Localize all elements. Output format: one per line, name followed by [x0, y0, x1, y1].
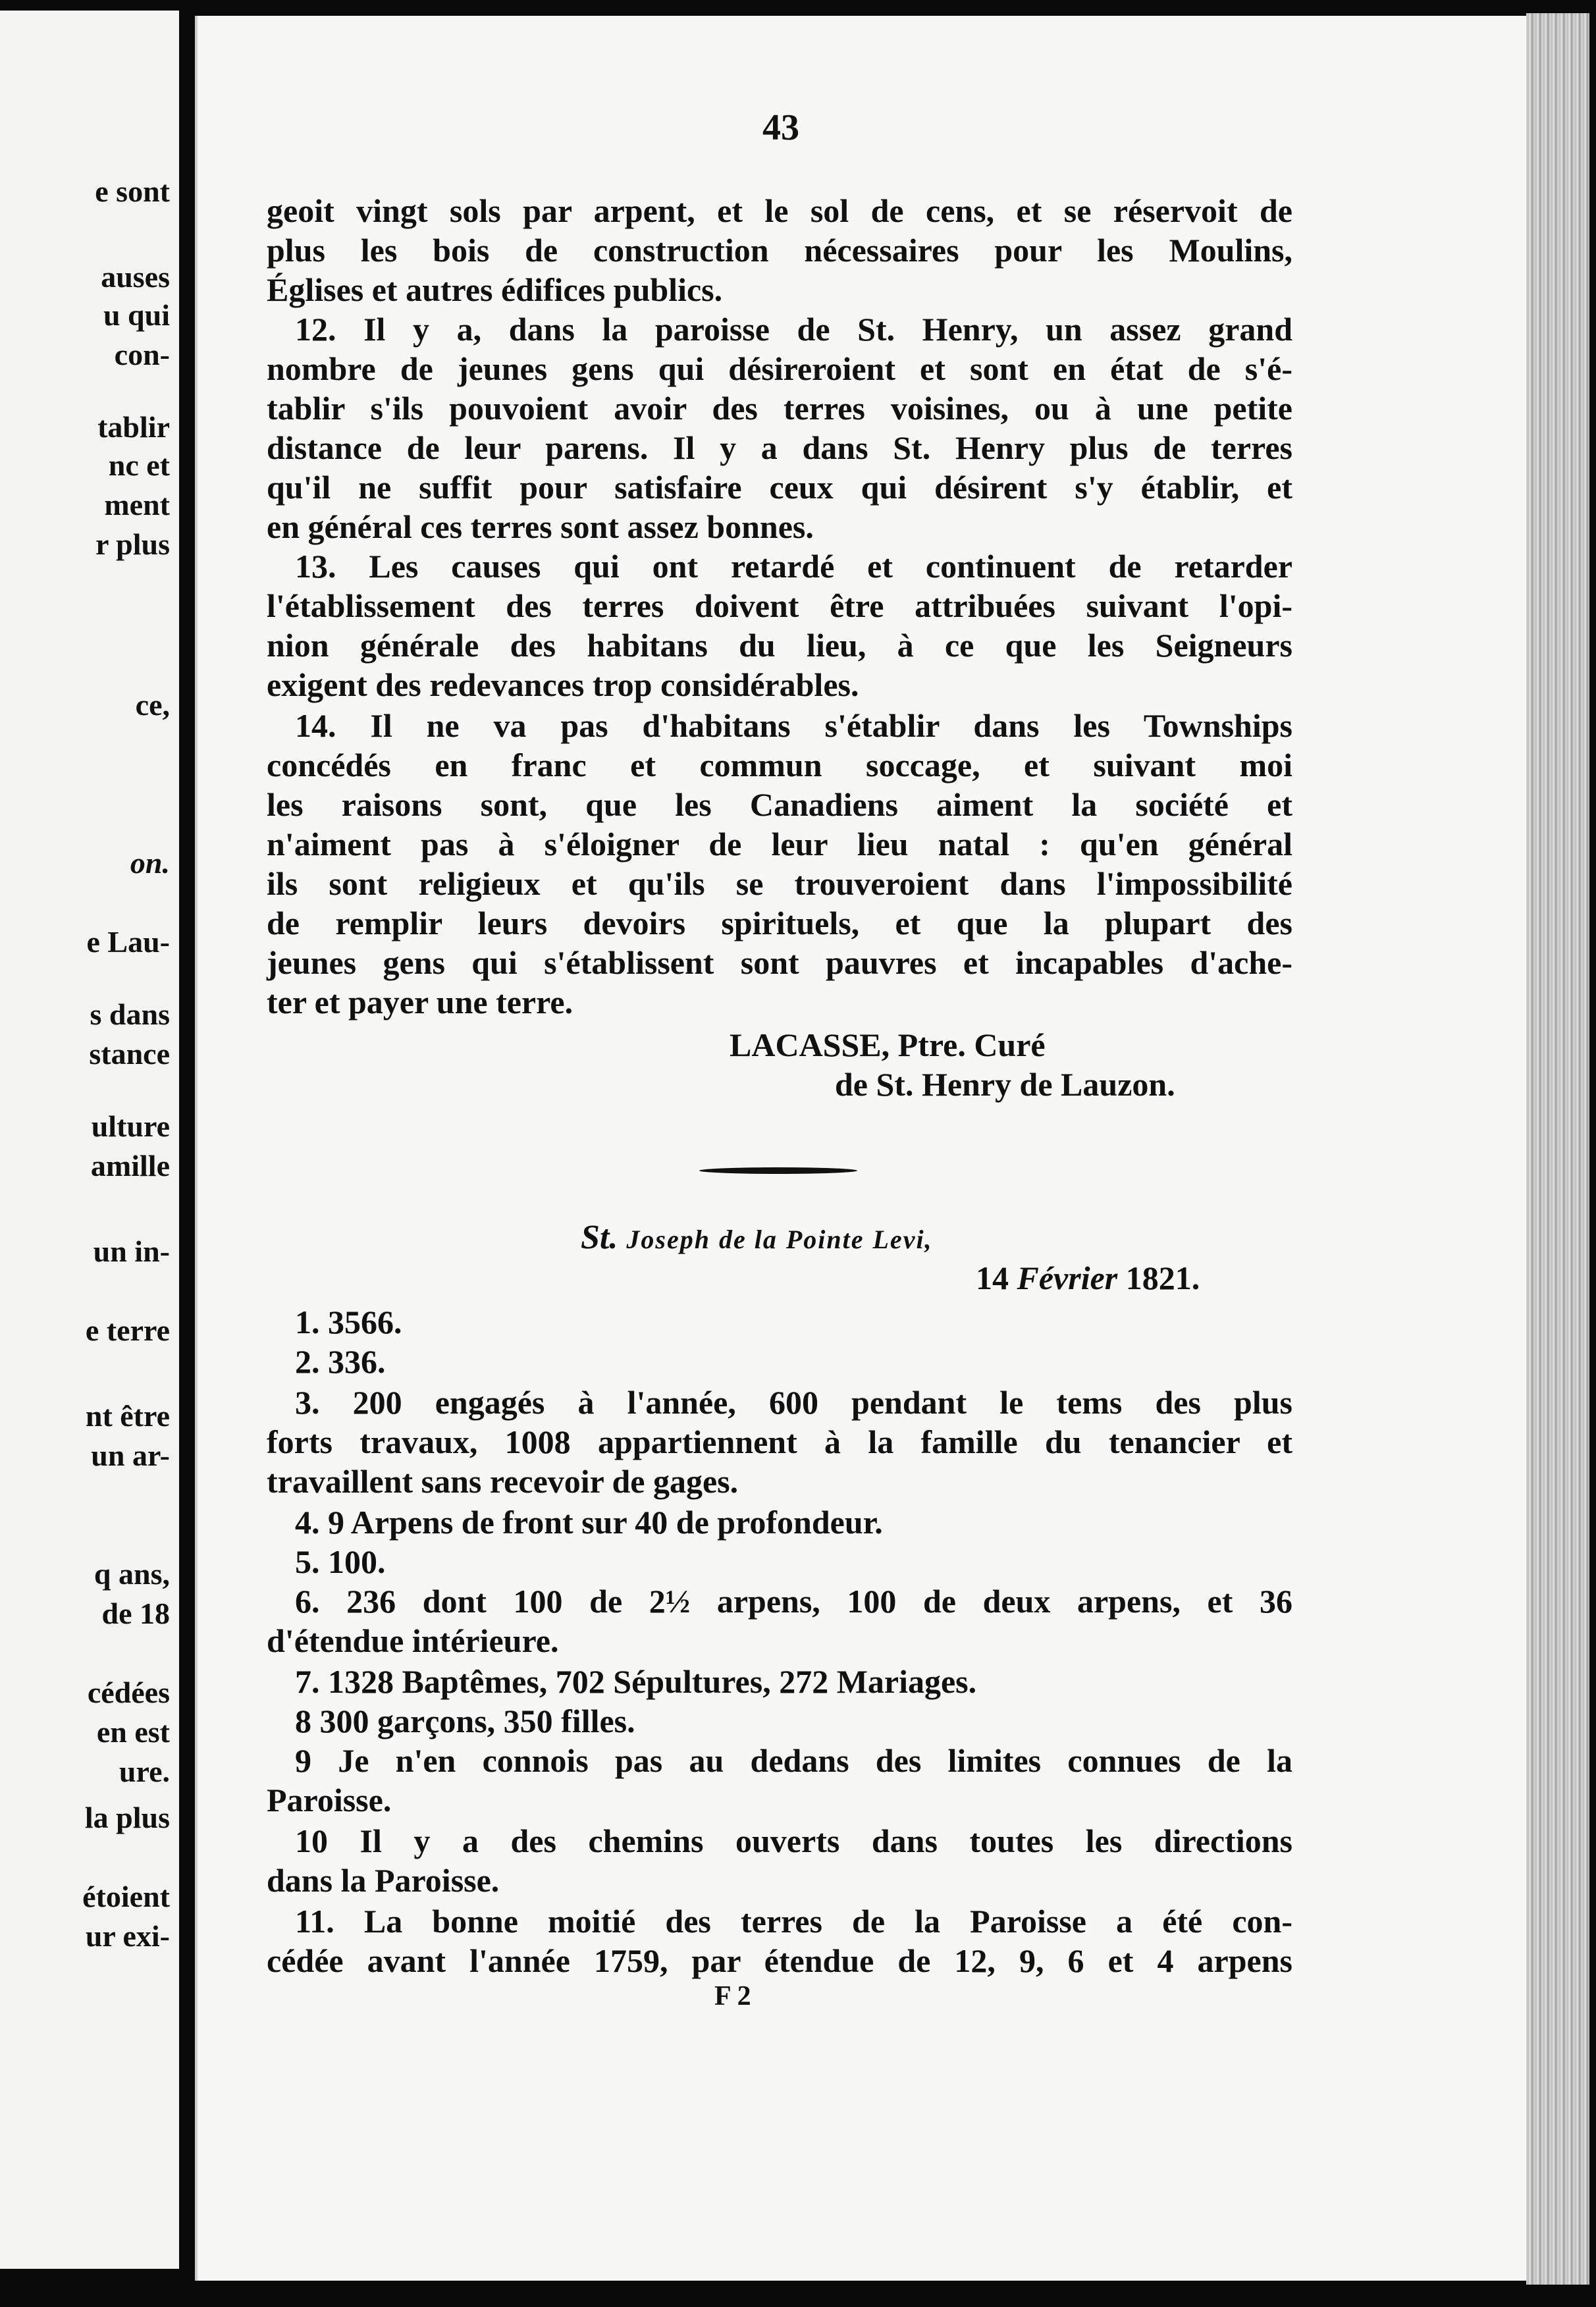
- text-line: exigent des redevances trop considérables.: [267, 666, 859, 703]
- text-line: forts travaux, 1008 appartiennent à la famille du tenancier et: [267, 1423, 1292, 1460]
- heading-joseph: Joseph: [626, 1225, 710, 1254]
- left-fragment: ment: [104, 488, 170, 521]
- left-fragment: u qui: [103, 298, 170, 332]
- heading-pointe: Pointe: [785, 1225, 864, 1254]
- text-line: jeunes gens qui s'établissent sont pauvres et incapables d'ache-: [267, 944, 1292, 981]
- date-year: 1821.: [1125, 1260, 1200, 1296]
- left-fragment: un ar-: [91, 1439, 170, 1472]
- text-line: 1. 3566.: [295, 1304, 402, 1340]
- left-fragment: e sont: [95, 174, 170, 208]
- page-edges: [1526, 13, 1589, 2285]
- text-line: les raisons sont, que les Canadiens aiment la société et: [267, 786, 1292, 823]
- section-date: [976, 1259, 1200, 1297]
- signature-place: de St. Henry de Lauzon.: [835, 1066, 1175, 1103]
- left-fragment: auses: [101, 260, 170, 294]
- heading-st: St.: [581, 1219, 618, 1256]
- left-fragment: ulture: [91, 1109, 170, 1143]
- text-line: Paroisse.: [267, 1782, 392, 1818]
- text-line: plus les bois de construction nécessaires pour les Moulins,: [267, 232, 1292, 269]
- text-line: nombre de jeunes gens qui désireroient et sont en état de s'é-: [267, 350, 1292, 387]
- left-fragment: ce,: [135, 688, 170, 722]
- text-line: d'étendue intérieure.: [267, 1622, 559, 1659]
- left-fragment: amille: [90, 1149, 170, 1182]
- left-fragment: ure.: [119, 1755, 170, 1788]
- left-fragment: la plus: [84, 1801, 170, 1834]
- date-day: 14: [976, 1260, 1009, 1296]
- left-fragment: ur exi-: [85, 1919, 170, 1953]
- text-line: concédés en franc et commun soccage, et suivant moi: [267, 747, 1292, 783]
- text-line: en général ces terres sont assez bonnes.: [267, 508, 814, 545]
- left-fragment: stance: [89, 1037, 170, 1071]
- divider-rule: [699, 1167, 857, 1174]
- text-line: 8 300 garçons, 350 filles.: [295, 1703, 635, 1739]
- text-line: 11. La bonne moitié des terres de la Paroisse a été con-: [295, 1903, 1292, 1940]
- page-number: 43: [762, 107, 799, 148]
- text-line: 12. Il y a, dans la paroisse de St. Henry, un assez grand: [295, 311, 1292, 348]
- date-month: Février: [1017, 1260, 1118, 1296]
- text-line: geoit vingt sols par arpent, et le sol de cens, et se réservoit de: [267, 192, 1292, 229]
- left-fragment: un in-: [93, 1234, 170, 1268]
- text-line: 10 Il y a des chemins ouverts dans toutes les directions: [295, 1822, 1292, 1859]
- left-fragment: e Lau-: [86, 925, 170, 959]
- text-line: cédée avant l'année 1759, par étendue de 12, 9, 6 et 4 arpens: [267, 1942, 1292, 1979]
- text-line: 14. Il ne va pas d'habitans s'établir dans les Townships: [295, 707, 1292, 744]
- left-fragment: r plus: [95, 527, 170, 561]
- text-line: 6. 236 dont 100 de 2½ arpens, 100 de deux arpens, et 36: [295, 1583, 1292, 1620]
- text-line: l'établissement des terres doivent être attribuées suivant l'opi-: [267, 587, 1292, 624]
- text-line: 13. Les causes qui ont retardé et continuent de retarder: [295, 548, 1292, 585]
- left-fragment: con-: [114, 338, 170, 371]
- text-line: ter et payer une terre.: [267, 984, 573, 1021]
- left-fragment: s dans: [90, 997, 170, 1031]
- text-line: ils sont religieux et qu'ils se trouveroient dans l'impossibilité: [267, 865, 1292, 902]
- left-fragment: nt être: [85, 1399, 170, 1433]
- left-fragment: nc et: [108, 448, 170, 482]
- text-line: n'aiment pas à s'éloigner de leur lieu natal : qu'en général: [267, 826, 1292, 862]
- left-fragment: en est: [96, 1715, 170, 1749]
- text-line: 5. 100.: [295, 1543, 386, 1580]
- text-line: 2. 336.: [295, 1343, 386, 1380]
- text-line: 7. 1328 Baptêmes, 702 Sépultures, 272 Mariages.: [295, 1663, 977, 1700]
- signature-name: LACASSE, Ptre. Curé: [730, 1026, 1046, 1063]
- section-heading: [581, 1218, 933, 1257]
- left-fragment: e terre: [85, 1313, 170, 1347]
- text-line: 4. 9 Arpens de front sur 40 de profondeur.: [295, 1504, 883, 1541]
- text-line: nion générale des habitans du lieu, à ce que les Seigneurs: [267, 627, 1292, 664]
- left-fragment: étoient: [82, 1880, 170, 1913]
- text-line: de remplir leurs devoirs spirituels, et que la plupart des: [267, 905, 1292, 941]
- left-fragment: cédées: [87, 1676, 170, 1709]
- text-line: 3. 200 engagés à l'année, 600 pendant le tems des plus: [295, 1384, 1292, 1421]
- text-line: dans la Paroisse.: [267, 1862, 500, 1899]
- text-line: Églises et autres édifices publics.: [267, 271, 723, 308]
- left-page-margin: [0, 11, 179, 2269]
- text-line: distance de leur parens. Il y a dans St. Henry plus de terres: [267, 429, 1292, 466]
- text-line: tablir s'ils pouvoient avoir des terres voisines, ou à une petite: [267, 390, 1292, 427]
- signature-catchword: F 2: [714, 1981, 751, 2011]
- text-line: 9 Je n'en connois pas au dedans des limites connues de la: [295, 1742, 1292, 1779]
- left-fragment: de 18: [101, 1597, 170, 1630]
- left-fragment: on.: [130, 846, 170, 880]
- left-fragment: tablir: [97, 410, 170, 444]
- heading-de-la: de la: [718, 1225, 778, 1254]
- heading-levi: Levi,: [872, 1225, 933, 1254]
- text-line: travaillent sans recevoir de gages.: [267, 1463, 739, 1500]
- left-fragment: q ans,: [93, 1557, 170, 1591]
- text-line: qu'il ne suffit pour satisfaire ceux qui désirent s'y établir, et: [267, 469, 1292, 506]
